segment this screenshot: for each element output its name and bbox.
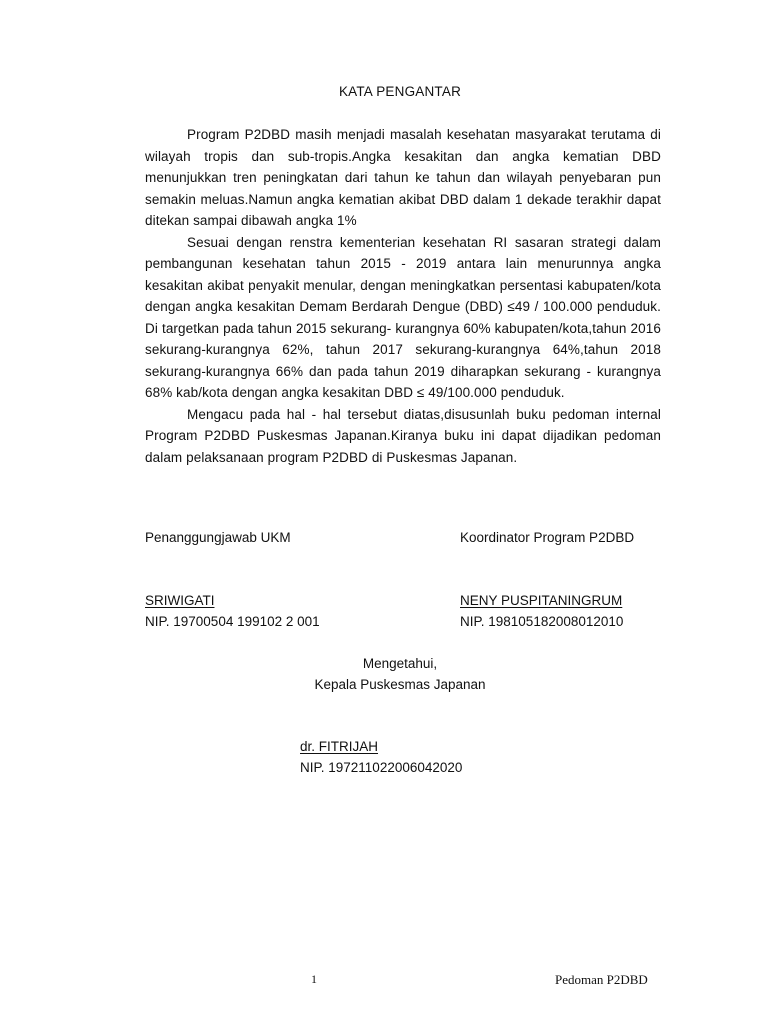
signature-left-nip: NIP. 19700504 199102 2 001 [145,614,320,629]
signature-left [145,527,320,632]
signature-head-nip: NIP. 197211022006042020 [300,760,463,775]
signature-head-name: dr. FITRIJAH [300,739,379,754]
signature-head [300,736,462,778]
page-title: KATA PENGANTAR [338,84,462,99]
paragraph-2: Sesuai dengan renstra kementerian kesehatan RI sasaran strategi dalam pembangunan kesehatan tahun 2015 - 2019 antara lain menurunnya angka kesakitan akibat penyakit menular, dengan meningkatkan persentasi kabupaten/kota dengan angka kesakitan Demam Berdarah Dengue (DBD) ≤49 / 100.000 penduduk. Di targetkan pada tahun 2015 sekurang- kurangnya 60% kabupaten/kota,tahun 2016 sekurang-kurangnya 62%, tahun 2017 sekurang-kurangnya 64%,tahun 2018 sekurang-kurangnya 66% dan pada tahun 2019 diharapkan sekurang - kurangnya 68% kab/kota dengan angka kesakitan DBD ≤ 49/100.000 penduduk. [145,234,661,400]
signature-right-nip: NIP. 198105182008012010 [460,614,624,629]
signature-right [460,527,634,632]
acknowledgement-line-1: Mengetahui, [362,656,438,671]
foreword-body [145,124,661,468]
acknowledgement-line-2: Kepala Puskesmas Japanan [314,677,486,692]
paragraph-3: Mengacu pada hal - hal tersebut diatas,disusunlah buku pedoman internal Program P2DBD Puskesmas Japanan.Kiranya buku ini dapat dijadikan pedoman dalam pelaksanaan program P2DBD di Puskesmas Japanan. [145,406,661,465]
signature-right-name: NENY PUSPITANINGRUM [460,593,623,608]
paragraph-1: Program P2DBD masih menjadi masalah kesehatan masyarakat terutama di wilayah tropis dan sub-tropis.Angka kesakitan dan angka kematian DBD menunjukkan tren peningkatan dari tahun ke tahun dan wilayah penyebaran pun semakin meluas.Namun angka kematian akibat DBD dalam 1 dekade terakhir dapat ditekan sampai dibawah angka 1% [145,127,661,228]
signature-left-role: Penanggungjawab UKM [145,530,291,545]
page-number: 1 [311,972,317,986]
footer-label: Pedoman P2DBD [555,972,648,987]
signature-left-name: SRIWIGATI [145,593,215,608]
signature-right-role: Koordinator Program P2DBD [460,530,635,545]
